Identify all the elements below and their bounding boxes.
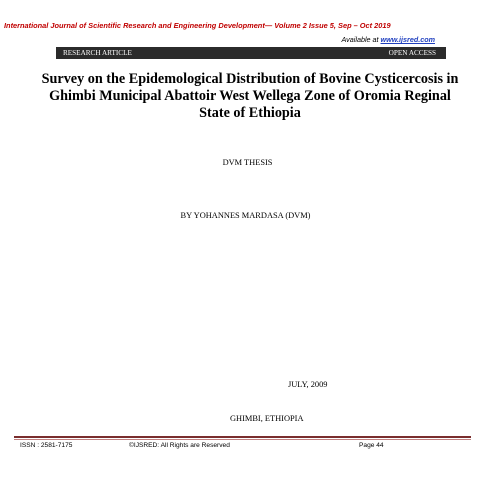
thesis-place: GHIMBI, ETHIOPIA xyxy=(230,414,304,423)
footer-rule xyxy=(14,436,471,438)
article-type-bar xyxy=(56,47,446,59)
research-article-label: RESEARCH ARTICLE xyxy=(63,49,132,57)
available-prefix: Available at xyxy=(341,35,381,44)
journal-website-link[interactable]: www.ijsred.com xyxy=(380,35,435,44)
author-line: BY YOHANNES MARDASA (DVM) xyxy=(180,211,311,220)
thesis-type: DVM THESIS xyxy=(222,158,273,167)
thesis-date: JULY, 2009 xyxy=(288,380,328,389)
paper-title: Survey on the Epidemological Distribution of Bovine Cysticercosis in Ghimbi Municipal Abattoir West Wellega Zone of Oromia Reginal State of Ethiopia xyxy=(41,71,459,121)
journal-header: International Journal of Scientific Research and Engineering Development— Volume 2 Issue 5, Sep – Oct 2019 xyxy=(4,21,391,30)
footer-rule-thin xyxy=(14,439,471,440)
footer-issn: ISSN : 2581-7175 xyxy=(20,442,73,449)
footer-page-number: Page 44 xyxy=(359,442,384,449)
footer-rights: ©IJSRED: All Rights are Reserved xyxy=(129,442,230,449)
open-access-label: OPEN ACCESS xyxy=(388,49,436,57)
availability-line xyxy=(342,35,436,44)
